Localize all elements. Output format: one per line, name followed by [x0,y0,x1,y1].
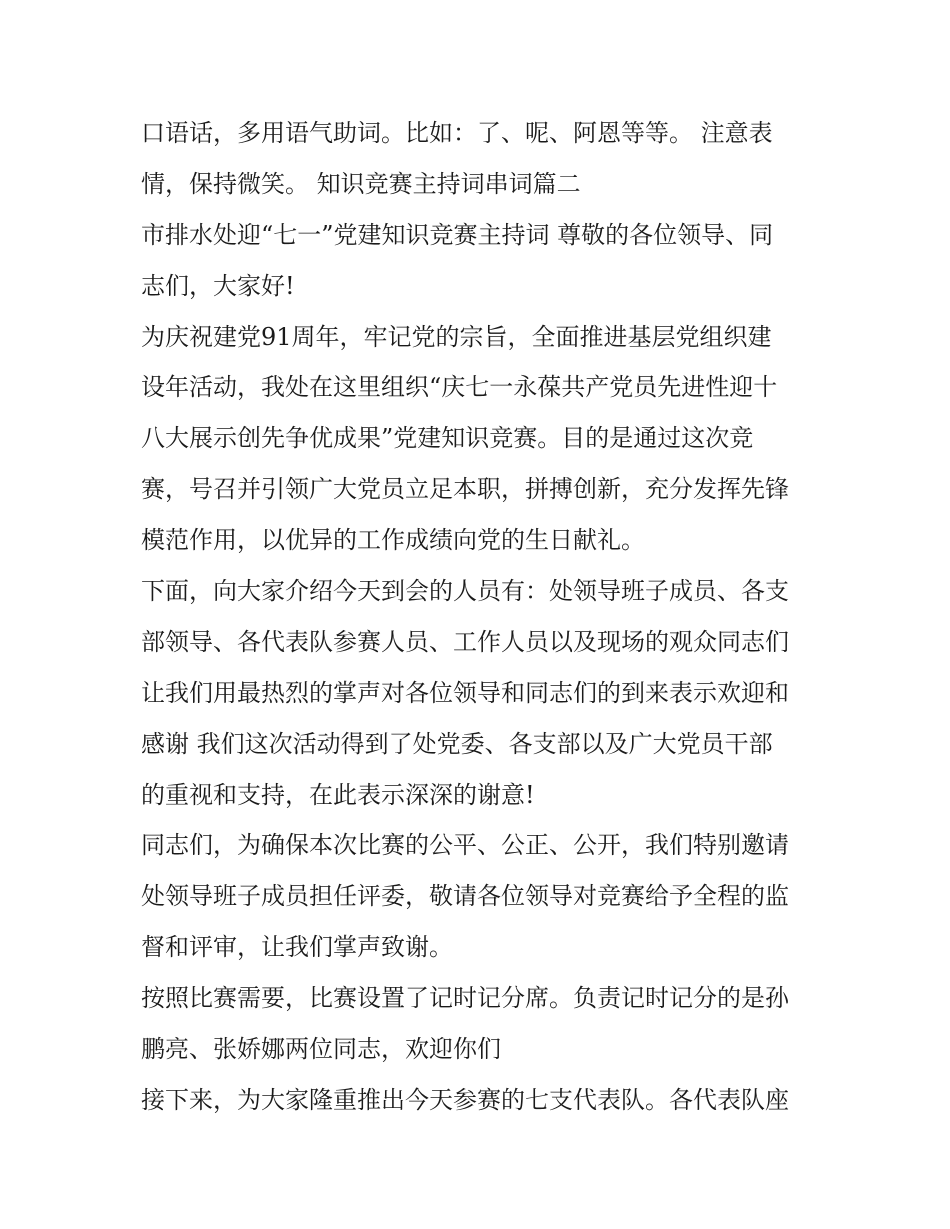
text-line: 鹏亮、张娇娜两位同志，欢迎你们 [141,1035,501,1064]
text-line: 督和评审，让我们掌声致谢。 [141,933,453,962]
text-line: 八大展示创先争优成果”党建知识竞赛。目的是通过这次竞 [141,424,754,453]
text-line: 情，保持微笑。 知识竞赛主持词串词篇二 [141,169,581,198]
text-line: 市排水处迎“七一”党建知识竞赛主持词 尊敬的各位领导、同 [141,220,774,249]
text-line: 感谢 我们这次活动得到了处党委、各支部以及广大党员干部 [141,729,773,758]
text-line: 处领导班子成员担任评委，敬请各位领导对竞赛给予全程的监 [141,882,789,911]
text-line: 接下来，为大家隆重推出今天参赛的七支代表队。各代表队座 [141,1085,789,1114]
text-line: 下面，向大家介绍今天到会的人员有：处领导班子成员、各支 [141,577,789,606]
text-line: 部领导、各代表队参赛人员、工作人员以及现场的观众同志们 [141,627,789,656]
text-line: 为庆祝建党91周年，牢记党的宗旨，全面推进基层党组织建 [141,322,772,351]
document-body [141,108,821,1126]
text-line: 同志们，为确保本次比赛的公平、公正、公开，我们特别邀请 [141,831,789,860]
text-line: 的重视和支持，在此表示深深的谢意! [141,780,535,809]
text-line: 模范作用，以优异的工作成绩向党的生日献礼。 [141,526,645,555]
text-line: 赛，号召并引领广大党员立足本职，拼搏创新，充分发挥先锋 [141,475,789,504]
text-line: 口语话，多用语气助词。比如：了、呢、阿恩等等。 注意表 [141,119,773,147]
text-line: 志们，大家好! [141,271,295,300]
text-line: 让我们用最热烈的掌声对各位领导和同志们的到来表示欢迎和 [141,678,789,707]
text-line: 设年活动，我处在这里组织“庆七一永葆共产党员先进性迎十 [141,373,778,402]
text-line: 按照比赛需要，比赛设置了记时记分席。负责记时记分的是孙 [141,984,789,1013]
